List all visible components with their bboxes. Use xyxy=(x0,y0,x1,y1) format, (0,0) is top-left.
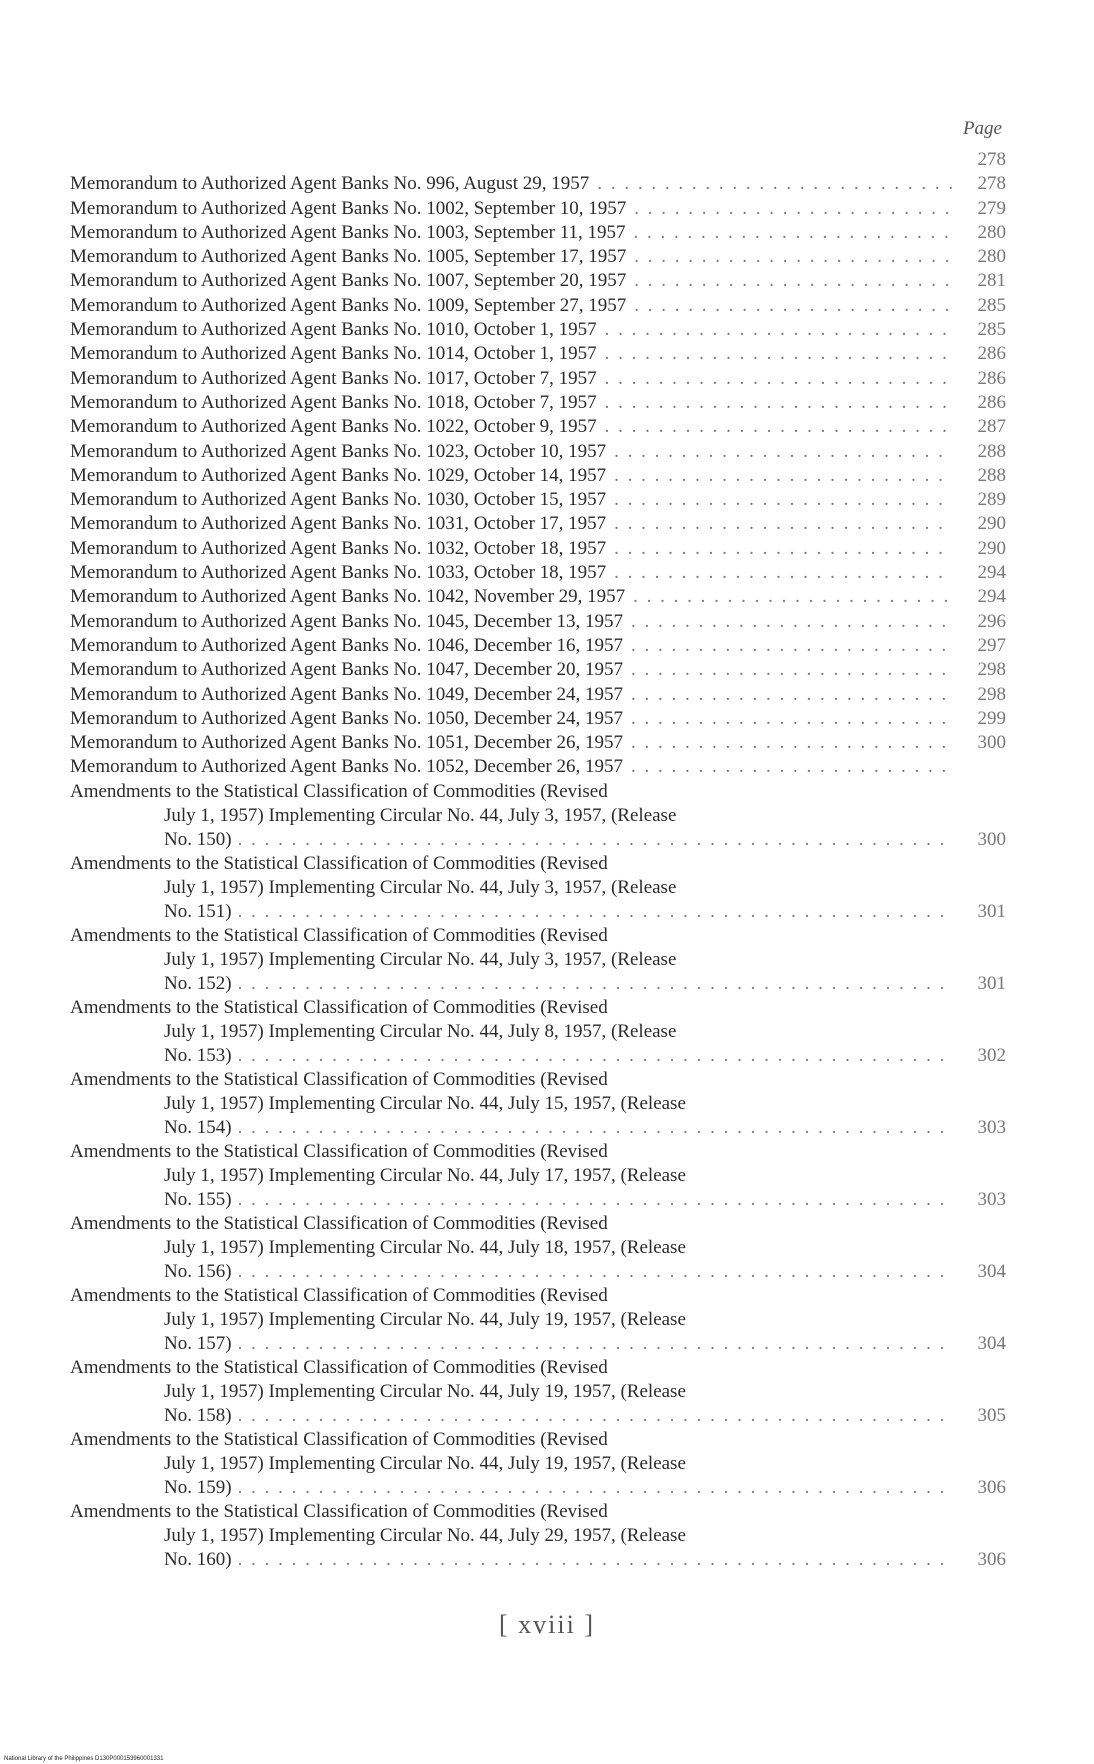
toc-page-number: 300 xyxy=(977,732,1006,754)
release-number: No. 154) xyxy=(164,1116,232,1138)
amendment-line-2: July 1, 1957) Implementing Circular No. 44, July 3, 1957, (Release xyxy=(164,948,677,970)
leader-dots xyxy=(631,731,952,755)
leader-dots xyxy=(238,1116,952,1140)
toc-page-number: 301 xyxy=(977,900,1006,922)
release-number: No. 158) xyxy=(164,1404,232,1426)
leader-dots xyxy=(614,488,952,512)
amendment-line-3 xyxy=(70,972,1006,996)
toc-entry-amendment xyxy=(70,1356,1006,1428)
leader-dots xyxy=(614,561,952,585)
toc-page-number: 280 xyxy=(977,221,1006,243)
amendment-line-3 xyxy=(70,1548,1006,1572)
toc-entry-amendment xyxy=(70,1428,1006,1500)
toc-entry-memorandum xyxy=(70,755,1006,779)
toc-page-number: 298 xyxy=(977,659,1006,681)
toc-page-number: 301 xyxy=(977,972,1006,994)
amendment-line-1: Amendments to the Statistical Classification of Commodities (Revised xyxy=(70,1500,608,1522)
leader-dots xyxy=(631,683,952,707)
toc-entry-text: Memorandum to Authorized Agent Banks No. 1042, November 29, 1957 xyxy=(70,586,626,608)
toc-entry-text: Memorandum to Authorized Agent Banks No. 1018, October 7, 1957 xyxy=(70,391,597,413)
toc-entry-text: Memorandum to Authorized Agent Banks No. 1005, September 17, 1957 xyxy=(70,246,627,268)
toc-page-number: 285 xyxy=(977,294,1006,316)
leader-dots xyxy=(597,172,952,196)
leader-dots xyxy=(238,1260,952,1284)
leader-dots xyxy=(634,221,953,245)
leader-dots xyxy=(614,464,952,488)
toc-page-number: 306 xyxy=(977,1548,1006,1570)
toc-entry-memorandum xyxy=(70,172,1006,196)
toc-entry-text: Memorandum to Authorized Agent Banks No. 1050, December 24, 1957 xyxy=(70,707,624,729)
toc-entry-memorandum xyxy=(70,440,1006,464)
toc-page-number: 300 xyxy=(977,828,1006,850)
amendment-line-2: July 1, 1957) Implementing Circular No. 44, July 19, 1957, (Release xyxy=(164,1380,686,1402)
toc-entry-memorandum xyxy=(70,294,1006,318)
toc-entry-text: Memorandum to Authorized Agent Banks No. 1023, October 10, 1957 xyxy=(70,440,607,462)
amendment-line-3 xyxy=(70,1476,1006,1500)
toc-entry-memorandum xyxy=(70,464,1006,488)
toc-entry-text: Memorandum to Authorized Agent Banks No. 1002, September 10, 1957 xyxy=(70,197,627,219)
release-number: No. 155) xyxy=(164,1188,232,1210)
toc-entry-text: Memorandum to Authorized Agent Banks No. 1029, October 14, 1957 xyxy=(70,464,607,486)
amendment-line-3 xyxy=(70,1116,1006,1140)
amendment-line-1: Amendments to the Statistical Classification of Commodities (Revised xyxy=(70,996,608,1018)
toc-page-number: 290 xyxy=(977,537,1006,559)
leader-dots xyxy=(634,269,952,293)
amendment-line-3 xyxy=(70,828,1006,852)
leader-dots xyxy=(633,585,952,609)
toc-entry-memorandum xyxy=(70,415,1006,439)
leader-dots xyxy=(634,294,952,318)
toc-entry-memorandum xyxy=(70,269,1006,293)
toc-page-number: 286 xyxy=(977,343,1006,365)
amendment-line-1: Amendments to the Statistical Classification of Commodities (Revised xyxy=(70,1068,608,1090)
amendment-line-2: July 1, 1957) Implementing Circular No. 44, July 29, 1957, (Release xyxy=(164,1524,686,1546)
leader-dots xyxy=(631,610,952,634)
toc-entry-amendment xyxy=(70,996,1006,1068)
amendment-line-2: July 1, 1957) Implementing Circular No. 44, July 8, 1957, (Release xyxy=(164,1020,677,1042)
release-number: No. 152) xyxy=(164,972,232,994)
amendment-line-3 xyxy=(70,1332,1006,1356)
toc-entry-text: Memorandum to Authorized Agent Banks No. 1051, December 26, 1957 xyxy=(70,732,624,754)
leader-dots xyxy=(238,1476,952,1500)
amendment-line-2: July 1, 1957) Implementing Circular No. 44, July 17, 1957, (Release xyxy=(164,1164,686,1186)
roman-page-number: [ xviii ] xyxy=(499,1610,595,1639)
toc-page-number: 306 xyxy=(977,1476,1006,1498)
toc-entry-memorandum xyxy=(70,707,1006,731)
toc-page-number: 299 xyxy=(977,707,1006,729)
toc-entry-memorandum xyxy=(70,245,1006,269)
toc-entry-amendment xyxy=(70,924,1006,996)
memorandum-list xyxy=(70,172,1006,779)
amendment-line-2: July 1, 1957) Implementing Circular No. 44, July 18, 1957, (Release xyxy=(164,1236,686,1258)
toc-entry-text: Memorandum to Authorized Agent Banks No. 1052, December 26, 1957 xyxy=(70,756,624,778)
toc-entry-memorandum xyxy=(70,367,1006,391)
leader-dots xyxy=(238,828,952,852)
toc-page-number: 278 xyxy=(977,149,1006,170)
amendment-line-1: Amendments to the Statistical Classification of Commodities (Revised xyxy=(70,924,608,946)
toc-page-number: 298 xyxy=(977,683,1006,705)
table-of-contents xyxy=(70,148,1006,1572)
leader-dots xyxy=(238,1188,952,1212)
toc-entry-amendment xyxy=(70,1140,1006,1212)
toc-entry-memorandum xyxy=(70,561,1006,585)
amendment-list xyxy=(70,780,1006,1572)
toc-entry-text: Memorandum to Authorized Agent Banks No. 1032, October 18, 1957 xyxy=(70,537,607,559)
toc-page-number: 304 xyxy=(977,1260,1006,1282)
toc-entry-memorandum xyxy=(70,221,1006,245)
toc-page-number: 288 xyxy=(977,464,1006,486)
toc-page-number: 294 xyxy=(977,586,1006,608)
amendment-line-3 xyxy=(70,1260,1006,1284)
amendment-line-2: July 1, 1957) Implementing Circular No. 44, July 3, 1957, (Release xyxy=(164,876,677,898)
release-number: No. 157) xyxy=(164,1332,232,1354)
toc-page-number: 288 xyxy=(977,440,1006,462)
toc-page-number: 281 xyxy=(977,270,1006,292)
amendment-line-2: July 1, 1957) Implementing Circular No. 44, July 19, 1957, (Release xyxy=(164,1308,686,1330)
leader-dots xyxy=(631,658,952,682)
amendment-line-1: Amendments to the Statistical Classification of Commodities (Revised xyxy=(70,1140,608,1162)
leader-dots xyxy=(238,972,952,996)
toc-page-number: 305 xyxy=(977,1404,1006,1426)
toc-entry-text: Memorandum to Authorized Agent Banks No. 1045, December 13, 1957 xyxy=(70,610,624,632)
toc-entry-amendment xyxy=(70,780,1006,852)
toc-entry-text: Memorandum to Authorized Agent Banks No. 1010, October 1, 1957 xyxy=(70,319,597,341)
leader-dots xyxy=(605,391,952,415)
amendment-line-3 xyxy=(70,1188,1006,1212)
toc-entry-memorandum xyxy=(70,197,1006,221)
toc-entry-text: Memorandum to Authorized Agent Banks No. 1007, September 20, 1957 xyxy=(70,270,627,292)
amendment-line-2: July 1, 1957) Implementing Circular No. 44, July 3, 1957, (Release xyxy=(164,804,677,826)
leader-dots xyxy=(614,512,952,536)
amendment-line-2: July 1, 1957) Implementing Circular No. 44, July 15, 1957, (Release xyxy=(164,1092,686,1114)
toc-entry-memorandum xyxy=(70,658,1006,682)
toc-entry-text: Memorandum to Authorized Agent Banks No. 996, August 29, 1957 xyxy=(70,173,590,195)
toc-entry-memorandum xyxy=(70,634,1006,658)
toc-lead-row xyxy=(70,148,1006,172)
toc-entry-text: Memorandum to Authorized Agent Banks No. 1031, October 17, 1957 xyxy=(70,513,607,535)
leader-dots xyxy=(634,245,952,269)
toc-entry-memorandum xyxy=(70,318,1006,342)
leader-dots xyxy=(614,440,952,464)
toc-entry-text: Memorandum to Authorized Agent Banks No. 1022, October 9, 1957 xyxy=(70,416,597,438)
toc-page-number: 280 xyxy=(977,246,1006,268)
release-number: No. 160) xyxy=(164,1548,232,1570)
toc-entry-memorandum xyxy=(70,342,1006,366)
release-number: No. 150) xyxy=(164,828,232,850)
leader-dots xyxy=(605,318,952,342)
toc-page-number: 296 xyxy=(977,610,1006,632)
toc-entry-memorandum xyxy=(70,731,1006,755)
toc-page-number: 303 xyxy=(977,1116,1006,1138)
toc-entry-text: Memorandum to Authorized Agent Banks No. 1030, October 15, 1957 xyxy=(70,489,607,511)
toc-entry-text: Memorandum to Authorized Agent Banks No. 1033, October 18, 1957 xyxy=(70,562,607,584)
amendment-line-1: Amendments to the Statistical Classification of Commodities (Revised xyxy=(70,1284,608,1306)
release-number: No. 156) xyxy=(164,1260,232,1282)
toc-page-number: 285 xyxy=(977,319,1006,341)
toc-entry-text: Memorandum to Authorized Agent Banks No. 1046, December 16, 1957 xyxy=(70,634,624,656)
toc-page-number: 287 xyxy=(977,416,1006,438)
toc-entry-memorandum xyxy=(70,585,1006,609)
release-number: No. 159) xyxy=(164,1476,232,1498)
amendment-line-2: July 1, 1957) Implementing Circular No. 44, July 19, 1957, (Release xyxy=(164,1452,686,1474)
toc-entry-amendment xyxy=(70,852,1006,924)
toc-entry-amendment xyxy=(70,1212,1006,1284)
amendment-line-1: Amendments to the Statistical Classification of Commodities (Revised xyxy=(70,1212,608,1234)
toc-page-number: 279 xyxy=(977,197,1006,219)
toc-entry-memorandum xyxy=(70,537,1006,561)
page-column-heading: Page xyxy=(962,118,1002,139)
toc-page-number: 302 xyxy=(977,1044,1006,1066)
toc-entry-memorandum xyxy=(70,610,1006,634)
toc-page-number: 286 xyxy=(977,391,1006,413)
toc-page-number: 289 xyxy=(977,489,1006,511)
leader-dots xyxy=(631,707,952,731)
toc-entry-text: Memorandum to Authorized Agent Banks No. 1047, December 20, 1957 xyxy=(70,659,624,681)
amendment-line-3 xyxy=(70,1404,1006,1428)
leader-dots xyxy=(238,1332,952,1356)
toc-entry-amendment xyxy=(70,1284,1006,1356)
amendment-line-1: Amendments to the Statistical Classification of Commodities (Revised xyxy=(70,780,608,802)
leader-dots xyxy=(238,1044,952,1068)
toc-page-number: 278 xyxy=(977,173,1006,195)
toc-entry-memorandum xyxy=(70,488,1006,512)
leader-dots xyxy=(605,367,952,391)
toc-page-number: 304 xyxy=(977,1332,1006,1354)
toc-page-number: 303 xyxy=(977,1188,1006,1210)
toc-page-number: 294 xyxy=(977,562,1006,584)
leader-dots xyxy=(238,1404,952,1428)
toc-page-number: 297 xyxy=(977,634,1006,656)
toc-entry-memorandum xyxy=(70,512,1006,536)
amendment-line-1: Amendments to the Statistical Classification of Commodities (Revised xyxy=(70,1428,608,1450)
toc-entry-text: Memorandum to Authorized Agent Banks No. 1003, September 11, 1957 xyxy=(70,221,626,243)
leader-dots xyxy=(605,415,952,439)
amendment-line-1: Amendments to the Statistical Classification of Commodities (Revised xyxy=(70,1356,608,1378)
toc-entry-memorandum xyxy=(70,391,1006,415)
leader-dots xyxy=(631,755,952,779)
toc-entry-text: Memorandum to Authorized Agent Banks No. 1049, December 24, 1957 xyxy=(70,683,624,705)
toc-page-number: 290 xyxy=(977,513,1006,535)
leader-dots xyxy=(238,900,952,924)
amendment-line-1: Amendments to the Statistical Classification of Commodities (Revised xyxy=(70,852,608,874)
scan-credit: National Library of the Philippines D130P000153960001331 xyxy=(4,1756,164,1762)
leader-dots xyxy=(614,537,952,561)
toc-entry-amendment xyxy=(70,1500,1006,1572)
leader-dots xyxy=(605,342,952,366)
release-number: No. 151) xyxy=(164,900,232,922)
amendment-line-3 xyxy=(70,1044,1006,1068)
toc-entry-text: Memorandum to Authorized Agent Banks No. 1014, October 1, 1957 xyxy=(70,343,597,365)
leader-dots xyxy=(634,197,952,221)
toc-entry-amendment xyxy=(70,1068,1006,1140)
toc-page-number: 286 xyxy=(977,367,1006,389)
release-number: No. 153) xyxy=(164,1044,232,1066)
toc-entry-text: Memorandum to Authorized Agent Banks No. 1017, October 7, 1957 xyxy=(70,367,597,389)
amendment-line-3 xyxy=(70,900,1006,924)
toc-entry-text: Memorandum to Authorized Agent Banks No. 1009, September 27, 1957 xyxy=(70,294,627,316)
toc-entry-memorandum xyxy=(70,683,1006,707)
leader-dots xyxy=(631,634,952,658)
leader-dots xyxy=(238,1548,952,1572)
